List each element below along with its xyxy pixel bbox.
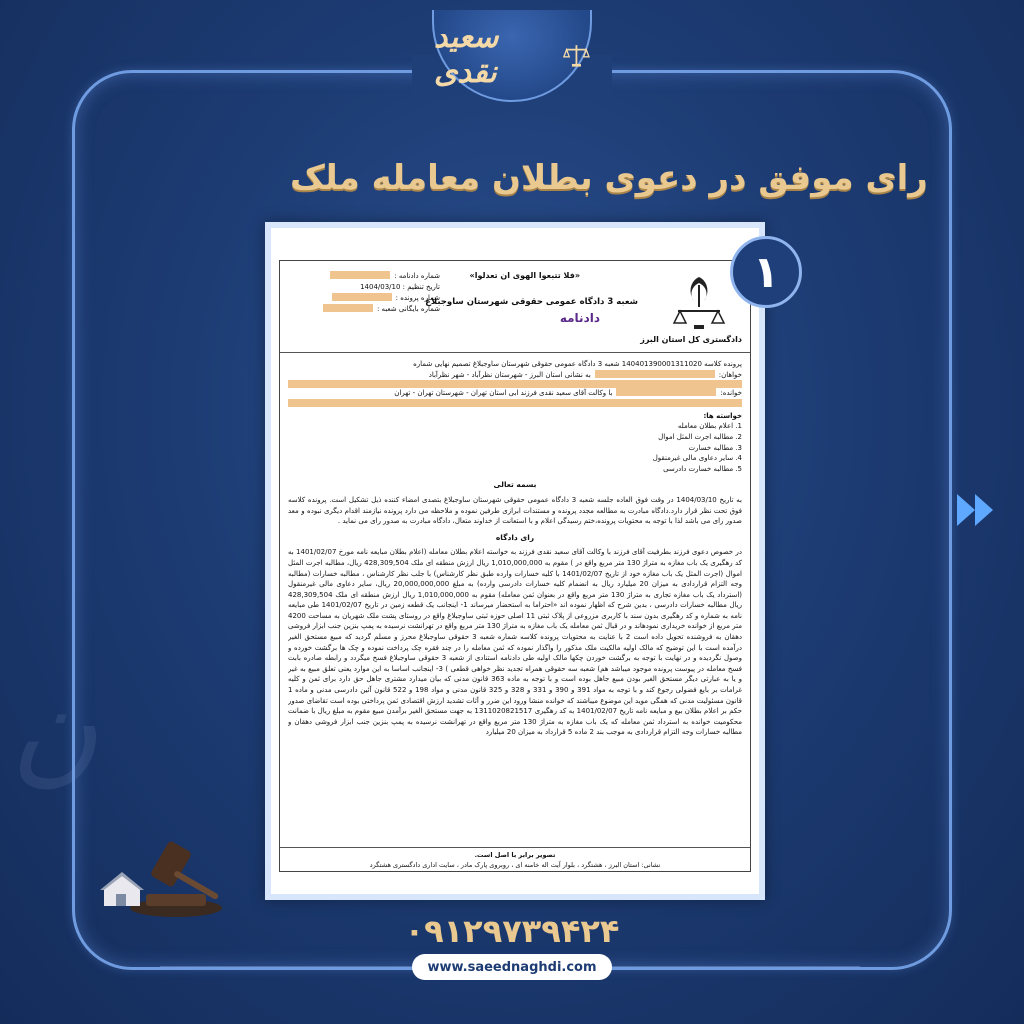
file-number: شماره پرونده : xyxy=(395,294,440,302)
redaction xyxy=(323,304,373,312)
redaction xyxy=(595,370,715,378)
redaction xyxy=(332,293,392,301)
request-item: 3. مطالبه خسارت xyxy=(688,443,742,452)
phone-number[interactable]: ۰۹۱۲۹۷۳۹۴۲۴ xyxy=(404,912,620,950)
archive-number: شماره بایگانی شعبه : xyxy=(376,305,440,313)
verdict-paragraph: در خصوص دعوی فرزند بطرفیت آقای فرزند با وکالت آقای سعید نقدی فرزند به خواسته اعلام بطلان معامله (اعلام بطلان مبایعه نامه مورخ 1401/02/07 به کد رهگیری یک باب مغازه به متراژ 130 متر مربع واقع در ) مقوم به 1,010,000,000 ریال ارزش منطقه ای ملک 428,309,504 ریال، مطالبه اجرت المثل اموال (اجرت المثل یک باب مغازه خود از تاریخ 1401/02/07 با کلیه خسارات وارده طبق نظر کارشناس) با جلب نظر کارشناس ، مطالبه خسارات (مطالبه وجه التزام قراردادی به میزان 20 میلیارد ریال به انضمام کلیه خسارات دادرسی وارده) به مبلغ 20,000,000,000 ریال، سایر دعاوی مالی غیرمنقول (استرداد یک باب مغازه تجاری به متراژ 130 متر مربع واقع در بعنوان ثمن معامله) مقوم به 1,010,000,000 ریال ارزش منطقه ای ملک 428,309,504 ریال مطالبه خسارات دادرسی ، بدین شرح که اظهار نموده اند «احتراما به استحضار میرساند 1- اینجانب یک قطعه زمین در تاریخ 1401/02/07 طی مبایعه نامه به شماره و کد رهگیری بدون سند با کاربری مزروعی از پلاک ثبتی 11 اصلی حوزه ثبتی ساوجبلاغ واقع در روستای پشت ملک شهریان به مساحت 4200 متر مربع از خوانده خریداری نمودهاند و در قبال ثمن معامله یک باب مغازه به متراژ 130 متر مربع واقع در تهرانشت نرسیده به پمپ بنزین جنب ابزار فروشی دهقان به فروشنده تحویل داده است 2 با عنایت به محتویات پرونده کلاسه شماره شعبه 3 حقوقی ساوجبلاغ محرز و مسلم گردید که مبیع مستحق الغیر درآمده است با این توضیح که مالک اولیه مالکیت ملک مذکور را واگذار نموده که ثمن معامله را در چند فقره چک پرداخت نموده و چک ها برگشت خورده و وصول نگردیده و در نهایت با توجه به برگشت خوردن چکها مالک اولیه طی دادنامه استنادی از شعبه 3 حقوقی ساوجبلاغ فسخ میگردد و رابطه صادره بابت فسخ معامله در پیوست پرونده موجود میباشد هم) شعبه سه حقوقی همراه تجدید نظر خواهی قطعی ) 3- اینجانب اساسا به این موارد یعنی تعلق مبیع به غیر و یا به عبارتی دیگر مستحق الغیر بودن مبیع جاهل بوده است و با توجه به ماده 363 قانون مدنی که بیان میدارد مشتری جاهل حق دارد برای ثمن و کلیه غرامات بر بایع فضولی رجوع کند و با توجه به مواد 391 و 390 و 331 و 328 و 325 قانون مدنی و مواد 198 و 522 قانون آئین دادرسی مدنی و ماده 1 قانون مسئولیت مدنی که همگی موید این موضوع میباشند که خوانده منشا ورود این ضرر و آثات تشدید ارزش اقتصادی ثمن پرداختی بوده است تقاضای صدور حکم بر اعلام بطلان بیع و مبایعه نامه تاریخ 1401/02/07 به کد رهگیری 1311020821517 به جهت مستحق الغیر برآمدن مبیع مقوم به مبلغ ریال با ضمانت محکومیت خوانده به استرداد ثمن معامله که یک باب مغازه به متراژ 130 متر مربع واقع در تهرانشت نرسیده به پمپ بنزین جنب ابزار فروشی دهقان و مطالبه خسارات وجه التزام قراردادی به موجب بند 2 ماده 5 قرارداد به میزان 20 میلیارد xyxy=(288,548,742,737)
document-header xyxy=(280,261,750,353)
verdict-number: شماره دادنامه : xyxy=(394,272,440,280)
headline: رای موفق در دعوی بطلان معامله ملک xyxy=(290,158,928,198)
document-footer xyxy=(280,847,750,871)
document-verse: «فلا تتبعوا الهوی ان تعدلوا» xyxy=(469,271,580,280)
file-line: پرونده کلاسه 140401390001311020 شعبه 3 دادگاه عمومی حقوقی شهرستان ساوجبلاغ تصمیم نهایی شماره xyxy=(413,360,742,368)
requests-title: خواسته ها: xyxy=(703,411,742,420)
defendant-label: خوانده: xyxy=(720,389,742,398)
number-badge: ۱ xyxy=(730,236,802,308)
request-item: 2. مطالبه اجرت المثل اموال xyxy=(658,432,742,441)
headline-row xyxy=(290,150,928,206)
court-label: دادگستری کل استان البرز xyxy=(640,335,742,344)
defendant-address: با وکالت آقای سعید نقدی فرزند ابی استان تهران - شهرستان تهران - تهران xyxy=(394,389,613,398)
verdict-heading: رای دادگاه xyxy=(495,532,535,542)
iran-emblem-icon xyxy=(668,271,730,331)
request-item: 4. سایر دعاوی مالی غیرمنقول xyxy=(652,454,742,463)
redaction xyxy=(288,380,742,388)
redaction xyxy=(288,399,742,407)
request-item: 5. مطالبه خسارت دادرسی xyxy=(663,464,742,473)
court-address: نشانی: استان البرز ، هشتگرد ، بلوار آیت اله خامنه ای ، روبروی پارک مادر ، سایت اداری دادگستری هشتگرد xyxy=(369,861,661,869)
issue-date: تاریخ تنظیم : 1404/03/10 xyxy=(360,283,440,291)
document-card xyxy=(265,222,765,900)
intro-paragraph: به تاریخ 1404/03/10 در وقت فوق العاده جلسه شعبه 3 دادگاه عمومی حقوقی شهرستان ساوجبلاغ بتصدی امضاء کننده ذیل تشکیل است. پرونده کلاسه فوق تحت نظر قرار دارد.دادگاه مبادرت به مطالعه مجدد پرونده و مستندات ابرازی طرفین نموده و ملاحظه می دارد پرونده نیازمند اقدام دیگری نبوده و معد صدور رای می باشد لذا با توجه به محتویات پرونده،ختم رسیدگی اعلام و با استعانت از خداوند متعال، دادگاه مبادرت به صدور رای می نماید . xyxy=(288,495,742,526)
requests-list xyxy=(288,411,742,475)
plaintiff-address: به نشانی استان البرز - شهرستان نظرآباد - شهر نظرآباد xyxy=(428,370,591,379)
website-link[interactable]: www.saeednaghdi.com xyxy=(412,954,612,980)
double-arrow-icon xyxy=(955,490,999,530)
watermark-logo: ن xyxy=(10,660,99,799)
redaction xyxy=(616,388,716,396)
gavel-icon xyxy=(96,836,226,920)
document-body xyxy=(280,353,750,744)
court-branch: شعبه 3 دادگاه عمومی حقوقی شهرستان ساوجبلاغ xyxy=(425,297,638,307)
scales-of-justice-icon xyxy=(563,40,590,70)
redaction xyxy=(330,271,390,279)
document-title: دادنامه xyxy=(559,311,600,325)
document-meta xyxy=(290,271,440,315)
request-item: 1. اعلام بطلان معامله xyxy=(677,422,742,431)
bismillah-heading: بسمه تعالی xyxy=(493,480,537,490)
certified-copy-note: تصویر برابر با اصل است. xyxy=(474,851,556,859)
logo-text: سعید نقدی xyxy=(434,20,499,90)
plaintiff-label: خواهان: xyxy=(718,370,742,379)
verdict-document xyxy=(279,260,751,872)
